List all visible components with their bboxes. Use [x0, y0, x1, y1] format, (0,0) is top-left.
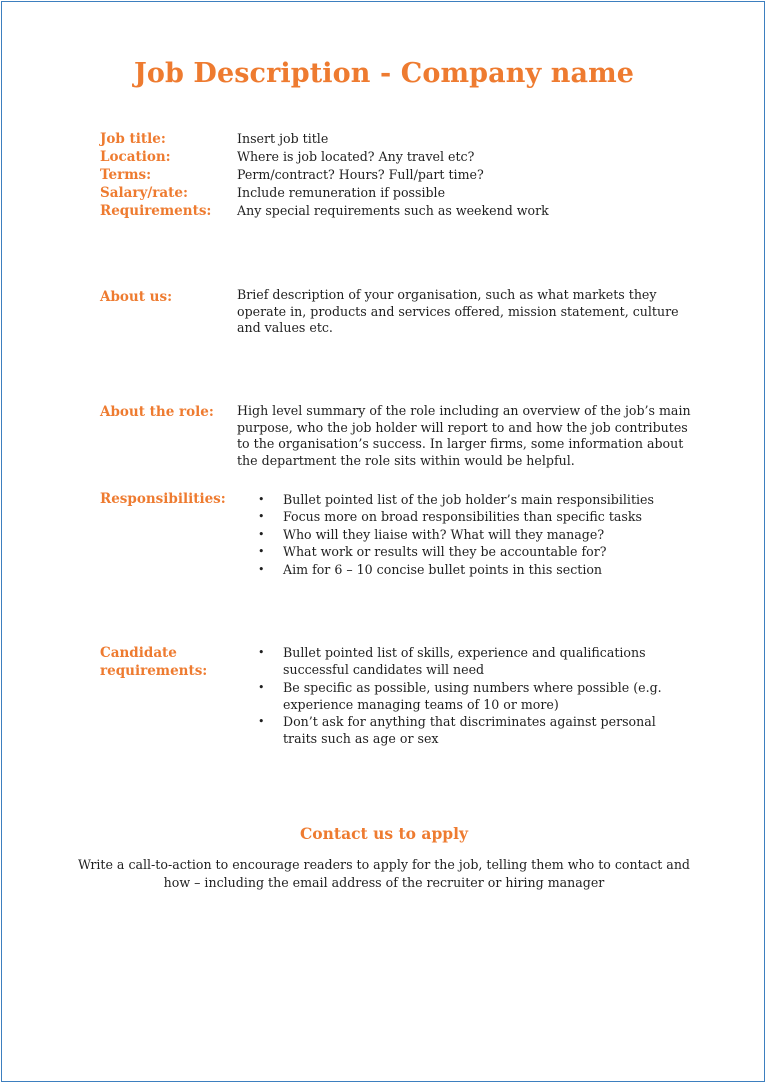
- label-job-title: Job title:: [100, 131, 166, 147]
- about-us-line: operate in, products and services offered, mission statement, culture: [237, 303, 679, 319]
- bullet-icon: •: [258, 715, 265, 729]
- list-item: • Bullet pointed list of skills, experience and qualifications successful candidates will need: [258, 645, 646, 678]
- document-title: Job Description - Company name: [133, 58, 635, 89]
- label-about-us: About us:: [100, 289, 173, 305]
- value-salary: Include remuneration if possible: [237, 185, 446, 200]
- bullet-icon: •: [258, 545, 265, 559]
- about-role-line: to the organisation’s success. In larger firms, some information about: [237, 436, 684, 452]
- about-role-line: High level summary of the role including an overview of the job’s main: [237, 403, 691, 418]
- responsibilities-list: [258, 491, 654, 578]
- about-role-line: the department the role sits within would be helpful.: [237, 452, 575, 468]
- contact-line: how – including the email address of the recruiter or hiring manager: [163, 874, 605, 890]
- about-us-text: [237, 287, 677, 337]
- bullet-icon: •: [258, 493, 265, 506]
- list-item: • Who will they liaise with? What will they manage?: [258, 526, 605, 542]
- label-terms: Terms:: [100, 167, 152, 183]
- label-responsibilities: Responsibilities:: [100, 491, 226, 507]
- contact-text: [0, 856, 768, 891]
- list-item: • What work or results will they be accountable for?: [258, 544, 607, 560]
- bullet-icon: •: [258, 527, 265, 541]
- bullet-icon: •: [258, 646, 265, 659]
- label-salary: Salary/rate:: [100, 185, 188, 201]
- value-job-title: Insert job title: [237, 131, 329, 146]
- contact-heading: Contact us to apply: [299, 824, 469, 843]
- label-candidate: Candidate: [100, 645, 177, 661]
- bullet-icon: •: [258, 562, 265, 576]
- label-about-role: About the role:: [100, 404, 214, 420]
- about-us-line: and values etc.: [237, 320, 333, 336]
- label-requirements: Requirements:: [100, 203, 212, 219]
- bullet-icon: •: [258, 510, 265, 524]
- bullet-icon: •: [258, 680, 265, 694]
- candidate-list: [258, 644, 662, 748]
- list-item: • Focus more on broad responsibilities than specific tasks: [258, 509, 642, 525]
- label-candidate-requirements: requirements:: [100, 663, 208, 679]
- list-item: • Don’t ask for anything that discriminates against personal traits such as age or sex: [258, 714, 656, 747]
- value-location: Where is job located? Any travel etc?: [237, 149, 475, 164]
- contact-line: Write a call-to-action to encourage readers to apply for the job, telling them who to contact and: [77, 857, 690, 872]
- value-terms: Perm/contract? Hours? Full/part time?: [237, 167, 484, 182]
- about-us-line: Brief description of your organisation, such as what markets they: [237, 287, 657, 302]
- label-location: Location:: [100, 149, 171, 165]
- list-item: • Aim for 6 – 10 concise bullet points in this section: [258, 561, 603, 577]
- list-item: • Be specific as possible, using numbers where possible (e.g. experience managing teams of 10 or more): [258, 679, 662, 712]
- list-item: • Bullet pointed list of the job holder’s main responsibilities: [258, 492, 654, 507]
- value-requirements: Any special requirements such as weekend work: [237, 203, 549, 218]
- about-role-line: purpose, who the job holder will report to and how the job contributes: [237, 419, 688, 435]
- about-role-text: [237, 403, 691, 469]
